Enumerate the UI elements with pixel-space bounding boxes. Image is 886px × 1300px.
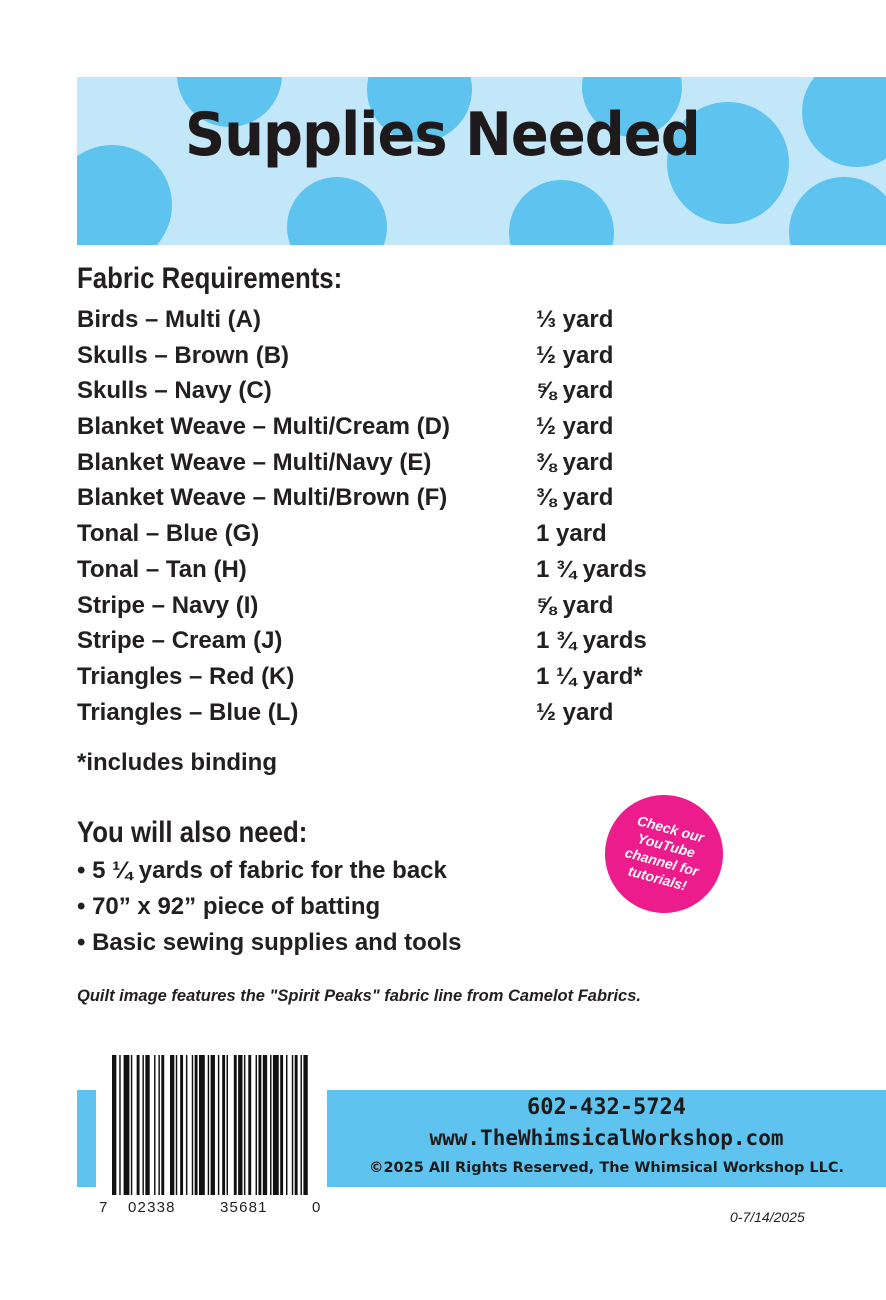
banner-dot xyxy=(789,177,886,245)
list-item: • 70” x 92” piece of batting xyxy=(77,893,381,920)
fabric-requirements-heading: Fabric Requirements: xyxy=(77,262,343,295)
youtube-badge-text: Check our YouTube channel for tutorials! xyxy=(623,812,706,894)
youtube-badge xyxy=(592,782,737,927)
banner-dot xyxy=(802,77,886,167)
list-item: • Basic sewing supplies and tools xyxy=(77,929,462,956)
fabric-name: Blanket Weave – Multi/Navy (E) xyxy=(77,448,432,476)
fabric-amount: ½ yard xyxy=(536,698,614,726)
contact-box xyxy=(327,1090,886,1187)
fabric-amount: 1 ¼ yard* xyxy=(536,662,643,690)
fabric-amount: ½ yard xyxy=(536,341,614,369)
footer-strip xyxy=(77,1090,96,1187)
banner-dot xyxy=(287,177,387,245)
fabric-amount: ⅜ yard xyxy=(536,484,614,512)
phone-number: 602-432-5724 xyxy=(527,1095,686,1120)
fabric-amount: 1 ¾ yards xyxy=(536,627,647,655)
fabric-name: Blanket Weave – Multi/Cream (D) xyxy=(77,413,450,441)
footnote: Quilt image features the "Spirit Peaks" fabric line from Camelot Fabrics. xyxy=(77,987,641,1005)
banner-dot xyxy=(77,145,172,245)
copyright-notice: ©2025 All Rights Reserved, The Whimsical Workshop LLC. xyxy=(368,1160,845,1176)
page-title: Supplies Needed xyxy=(185,100,700,170)
barcode xyxy=(96,1055,326,1220)
list-item: • 5 ¼ yards of fabric for the back xyxy=(77,857,447,884)
barcode-digit: 0 xyxy=(312,1199,322,1216)
fabric-amount: ½ yard xyxy=(536,413,614,441)
fabric-amount: 1 ¾ yards xyxy=(536,555,647,583)
fabric-name: Triangles – Blue (L) xyxy=(77,698,299,726)
fabric-name: Blanket Weave – Multi/Brown (F) xyxy=(77,484,448,512)
version-code: 0-7/14/2025 xyxy=(730,1209,805,1225)
fabric-name: Tonal – Blue (G) xyxy=(77,520,260,548)
fabric-amount: ⅝ yard xyxy=(536,591,614,619)
binding-note: *includes binding xyxy=(77,749,278,776)
banner-dot xyxy=(509,180,614,245)
fabric-name: Triangles – Red (K) xyxy=(77,662,295,690)
fabric-amount: ⅓ yard xyxy=(536,306,614,333)
header-banner xyxy=(77,77,886,245)
fabric-amount: 1 yard xyxy=(536,520,607,548)
barcode-bars xyxy=(110,1055,324,1195)
fabric-amount: ⅜ yard xyxy=(536,448,614,476)
fabric-name: Tonal – Tan (H) xyxy=(77,555,247,583)
barcode-digit: 7 xyxy=(99,1199,109,1216)
website-url: www.TheWhimsicalWorkshop.com xyxy=(429,1126,784,1150)
also-need-heading: You will also need: xyxy=(77,816,308,849)
fabric-name: Skulls – Brown (B) xyxy=(77,341,290,369)
also-need-list xyxy=(77,853,462,961)
fabric-name: Birds – Multi (A) xyxy=(77,306,261,333)
fabric-name: Skulls – Navy (C) xyxy=(77,377,272,405)
fabric-amount: ⅝ yard xyxy=(536,377,614,405)
barcode-digit: 02338 xyxy=(128,1199,176,1216)
fabric-name: Stripe – Cream (J) xyxy=(77,627,283,655)
barcode-digit: 35681 xyxy=(220,1199,268,1216)
fabric-name: Stripe – Navy (I) xyxy=(77,591,259,619)
